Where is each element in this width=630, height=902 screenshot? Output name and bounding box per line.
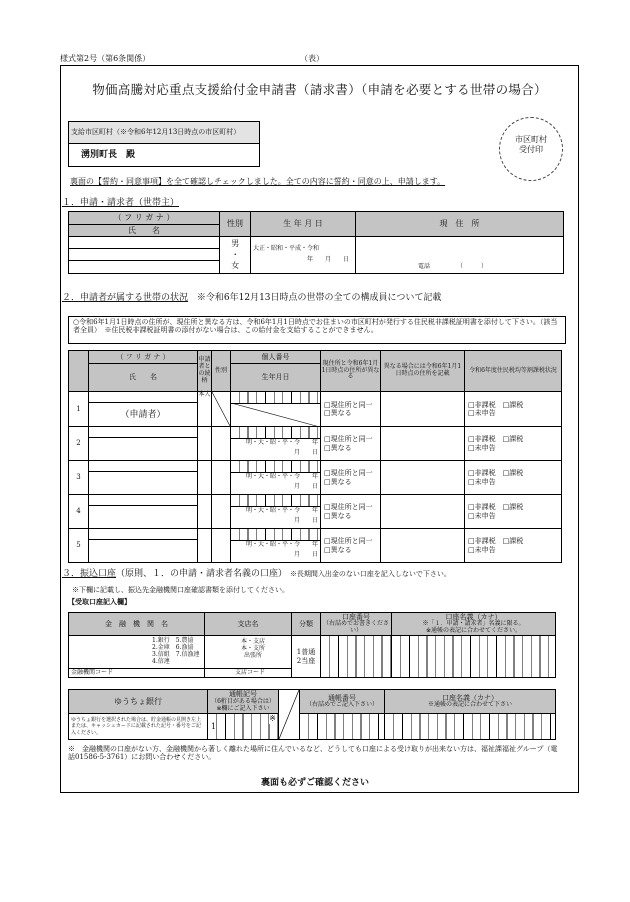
member-gender-field[interactable] (212, 495, 231, 529)
applicant-address-label: 現 住 所 (356, 212, 564, 237)
member-addr-check[interactable] (321, 529, 381, 563)
member-prev-address-field[interactable] (381, 495, 465, 529)
household-birth-label: 生年月日 (231, 364, 321, 392)
tax-checkbox[interactable]: □非課税 □課税 (468, 469, 524, 478)
symbol-header (208, 690, 279, 714)
applicant-gender-label: 性別 (220, 212, 251, 237)
unreported-checkbox[interactable]: □未申告 (468, 443, 496, 452)
same-checkbox[interactable]: □現住所と同一 (324, 469, 373, 478)
symbol-field[interactable] (208, 714, 279, 740)
symbol-star: ※ (269, 714, 276, 723)
birth-era: 明・大・昭・平・令 年 (245, 507, 318, 514)
birth-md: 月 日 (293, 483, 318, 490)
account-type-field[interactable]: 1普通 2当座 (292, 636, 321, 678)
applicant-address-field[interactable] (356, 237, 564, 274)
household-row (69, 495, 562, 529)
member-name-field[interactable] (89, 529, 198, 563)
birth-md: 月 日 (293, 449, 318, 456)
member-tax-check[interactable] (465, 427, 562, 461)
applicant-birth-label: 生 年 月 日 (251, 212, 356, 237)
page-title: 物価高騰対応重点支援給付金申請書（請求書）（申請を必要とする世帯の場合） (92, 82, 547, 97)
tax-checkbox[interactable]: □非課税 □課税 (468, 503, 524, 512)
household-mynumber-label: 個人番号 (231, 351, 321, 364)
recipient-label: 支給市区町村（※令和6年12月13日時点の市区町村） (69, 122, 259, 144)
same-checkbox[interactable]: □現住所と同一 (324, 503, 373, 512)
member-name-field[interactable] (89, 392, 198, 427)
household-table (68, 350, 562, 563)
section2-heading-row (62, 293, 441, 304)
side-label: （表） (300, 54, 324, 63)
stamp-line1: 市区町村 (515, 135, 547, 144)
member-tax-check[interactable] (465, 392, 562, 427)
row-number: 2 (69, 427, 89, 461)
account-number-field[interactable] (321, 636, 392, 678)
household-row (69, 392, 562, 427)
holder2-header (385, 690, 556, 714)
unreported-checkbox[interactable]: □未申告 (468, 409, 496, 417)
section3-heading-row (62, 569, 451, 580)
household-gender-label: 性別 (212, 351, 231, 392)
reception-stamp-area[interactable] (499, 117, 563, 181)
recipient-name: 湧別町長 殿 (81, 150, 136, 160)
holder2-sub: ※通帳の表記に合わせて下さい (427, 701, 512, 709)
applicant-furigana-label: （ フ リ ガ ナ ） (69, 212, 220, 225)
account-type-label: 分類 (292, 613, 321, 636)
applicant-date-units: 年 月 日 (306, 256, 349, 263)
birth-md: 月 日 (293, 551, 318, 558)
bank-code-label: 金融機関コード (71, 669, 114, 677)
member-relation-field[interactable] (198, 495, 212, 529)
household-addr-diff-label: 異なる場合には令和6年1月1日時点の住所を記載 (381, 351, 465, 392)
holder2-label: 口座名義（カナ） (442, 693, 498, 702)
member-name-field[interactable] (89, 427, 198, 461)
account-number-header (321, 613, 392, 636)
account-holder-label: 口座名義（カナ） (445, 613, 502, 621)
birth-md: 月 日 (293, 517, 318, 524)
same-checkbox[interactable]: □現住所と同一 (324, 435, 373, 444)
section3-instruction: ※下欄に記載し、振込先金融機関口座確認書類を添付してください。 (72, 586, 289, 594)
member-name-field[interactable] (89, 461, 198, 495)
unreported-checkbox[interactable]: □未申告 (468, 545, 496, 554)
household-name-label: 氏 名 (89, 364, 198, 392)
bank-name-label: 金 融 機 関 名 (69, 613, 205, 636)
member-mynumber-field[interactable] (231, 529, 321, 563)
bank-footnote: ※ 金融機関の口座がない方、金融機関から著しく離れた場所に住んでいるなど、どうしても口座による受け取りが出来ない方は、福祉課福祉グループ（電話01586-5-3761）にお問い合わせください。 (68, 745, 558, 762)
recipient-box (68, 121, 260, 167)
diff-checkbox[interactable]: □異なる (324, 409, 352, 417)
member-gender-field[interactable] (212, 529, 231, 563)
tax-checkbox[interactable]: □非課税 □課税 (468, 537, 524, 546)
bank-account-table (68, 612, 556, 678)
birth-era: 明・大・昭・平・令 年 (245, 473, 318, 480)
bank-name-field[interactable] (69, 636, 205, 678)
member-gender-field[interactable] (212, 427, 231, 461)
section3-subheading: 【受取口座記入欄】 (68, 597, 131, 606)
applicant-phone-label: 電話 （ ） (418, 263, 488, 271)
applicant-table (68, 211, 564, 274)
branch-name-field[interactable] (205, 636, 292, 678)
yucho-note: ゆうちょ銀行を選択された場合は、貯金通帳の見開き左上または、キャッシュカードに記載された記号・番号をご記入ください。 (69, 714, 208, 740)
applicant-birth-field[interactable] (251, 237, 356, 274)
section2-note: ※令和6年12月13日時点の世帯の全ての構成員について記載 (196, 293, 442, 303)
number-label: 通帳番号 (328, 693, 356, 702)
section1-heading: １．申請・請求者（世帯主） (62, 198, 180, 208)
member-tax-check[interactable] (465, 495, 562, 529)
yucho-divider (279, 690, 300, 740)
diff-checkbox[interactable]: □異なる (324, 511, 352, 520)
section2-heading: ２．申請者が属する世帯の状況 (62, 293, 189, 303)
birth-era: 明・大・昭・平・令 年 (245, 541, 318, 548)
stamp-line2: 受付印 (519, 144, 543, 154)
member-relation-field[interactable] (198, 461, 212, 495)
member-tax-check[interactable] (465, 529, 562, 563)
tax-checkbox[interactable]: □非課税 □課税 (468, 400, 524, 409)
same-checkbox[interactable]: □現住所と同一 (324, 537, 373, 546)
account-holder-field[interactable] (392, 636, 556, 678)
symbol-sub: （6桁目がある場合は） ※欄にご記入下さい (211, 697, 275, 712)
pledge-statement: 裏面の【誓約・同意事項】を全て確認しチェックしました。全ての内容に誓約・同意の上、申請します。 (70, 177, 446, 186)
applicant-era-options: 大正・昭和・平成・令和 (253, 245, 320, 253)
household-row (69, 529, 562, 563)
applicant-marker: （申請者） (120, 409, 166, 420)
member-mynumber-field[interactable] (231, 495, 321, 529)
form-number: 様式第2号（第6条関係） (60, 54, 151, 63)
member-prev-address-field[interactable] (381, 392, 465, 427)
member-addr-check[interactable] (321, 427, 381, 461)
footer-reminder: 裏面も必ずご確認ください (260, 778, 369, 788)
number-field[interactable] (300, 714, 385, 740)
member-gender-field[interactable] (212, 392, 231, 427)
number-sub: （右詰めでご記入下さい） (305, 701, 378, 709)
household-addr-same-label: 現住所と令和6年1月1日時点の住所が異なる (321, 351, 381, 392)
account-number-sub: （右詰めでお書きください） (322, 620, 389, 635)
holder2-field[interactable] (385, 714, 556, 740)
row-number: 5 (69, 529, 89, 563)
residence-notice: ○令和6年1月1日時点の住所が、現住所と異なる方は、令和6年1月1日時点でお住まいの市区町村が発行する住民税非課税証明書を添付して下さい。（該当者全員） ※住民税非課税証明書の添付がない場合は、この給付金を支給することができません。 (68, 316, 566, 344)
branch-types: 本・支店 本・支所 出張所 (241, 638, 266, 659)
member-relation-field[interactable] (198, 529, 212, 563)
household-relation-label: 申請者との続柄 (198, 351, 212, 392)
tax-checkbox[interactable]: □非課税 □課税 (468, 435, 524, 444)
unreported-checkbox[interactable]: □未申告 (468, 477, 496, 486)
section3-heading-note2: ※長期間入出金のない口座を記入しないで下さい。 (289, 570, 451, 578)
account-number-label: 口座番号 (342, 613, 370, 621)
row-number: 1 (69, 392, 89, 427)
row-number: 4 (69, 495, 89, 529)
symbol-label: 通帳記号 (229, 690, 257, 699)
member-addr-check[interactable] (321, 392, 381, 427)
yucho-label: ゆうちょ銀行 (69, 690, 208, 714)
member-prev-address-field[interactable] (381, 529, 465, 563)
relation-self: 本人 (198, 392, 212, 427)
member-gender-field[interactable] (212, 461, 231, 495)
symbol-prefix: 1 (211, 722, 217, 731)
account-holder-sub: ※「１．申請・請求者」名義に限る。 ※通帳の表記に合わせてください。 (422, 620, 525, 635)
diff-checkbox[interactable]: □異なる (324, 443, 352, 452)
row-number: 3 (69, 461, 89, 495)
diff-checkbox[interactable]: □異なる (324, 477, 352, 486)
member-relation-field[interactable] (198, 427, 212, 461)
applicant-name-label: 氏 名 (69, 225, 220, 237)
member-addr-check[interactable] (321, 461, 381, 495)
member-prev-address-field[interactable] (381, 427, 465, 461)
section3-heading: ３．振込口座 (62, 569, 117, 579)
member-name-field[interactable] (89, 495, 198, 529)
applicant-gender-field[interactable]: 男・女 (220, 237, 251, 274)
section3-heading-note: （原則、１．の申請・請求者名義の口座） (116, 569, 288, 579)
branch-code-label: 支店コード (235, 669, 266, 677)
member-mynumber-field[interactable] (231, 392, 321, 427)
member-addr-check[interactable] (321, 495, 381, 529)
yucho-table (68, 689, 556, 740)
household-row (69, 427, 562, 461)
member-mynumber-field[interactable] (231, 461, 321, 495)
household-tax-label: 令和6年度住民税均等割課税状況 (465, 351, 562, 392)
bank-types: 1.銀行 5.農協 2.金庫 6.漁協 3.信組 7.信漁連 4.信連 (152, 637, 200, 665)
birth-era: 明・大・昭・平・令 年 (245, 439, 318, 446)
member-tax-check[interactable] (465, 461, 562, 495)
household-furigana-label: （ フ リ ガ ナ ） (89, 351, 198, 364)
number-header (300, 690, 385, 714)
member-prev-address-field[interactable] (381, 461, 465, 495)
applicant-name-field[interactable] (69, 237, 220, 274)
unreported-checkbox[interactable]: □未申告 (468, 511, 496, 520)
diff-checkbox[interactable]: □異なる (324, 545, 352, 554)
member-mynumber-field[interactable] (231, 427, 321, 461)
same-checkbox[interactable]: □現住所と同一 (324, 400, 373, 409)
household-row (69, 461, 562, 495)
account-holder-header (392, 613, 556, 636)
branch-name-label: 支店名 (205, 613, 292, 636)
